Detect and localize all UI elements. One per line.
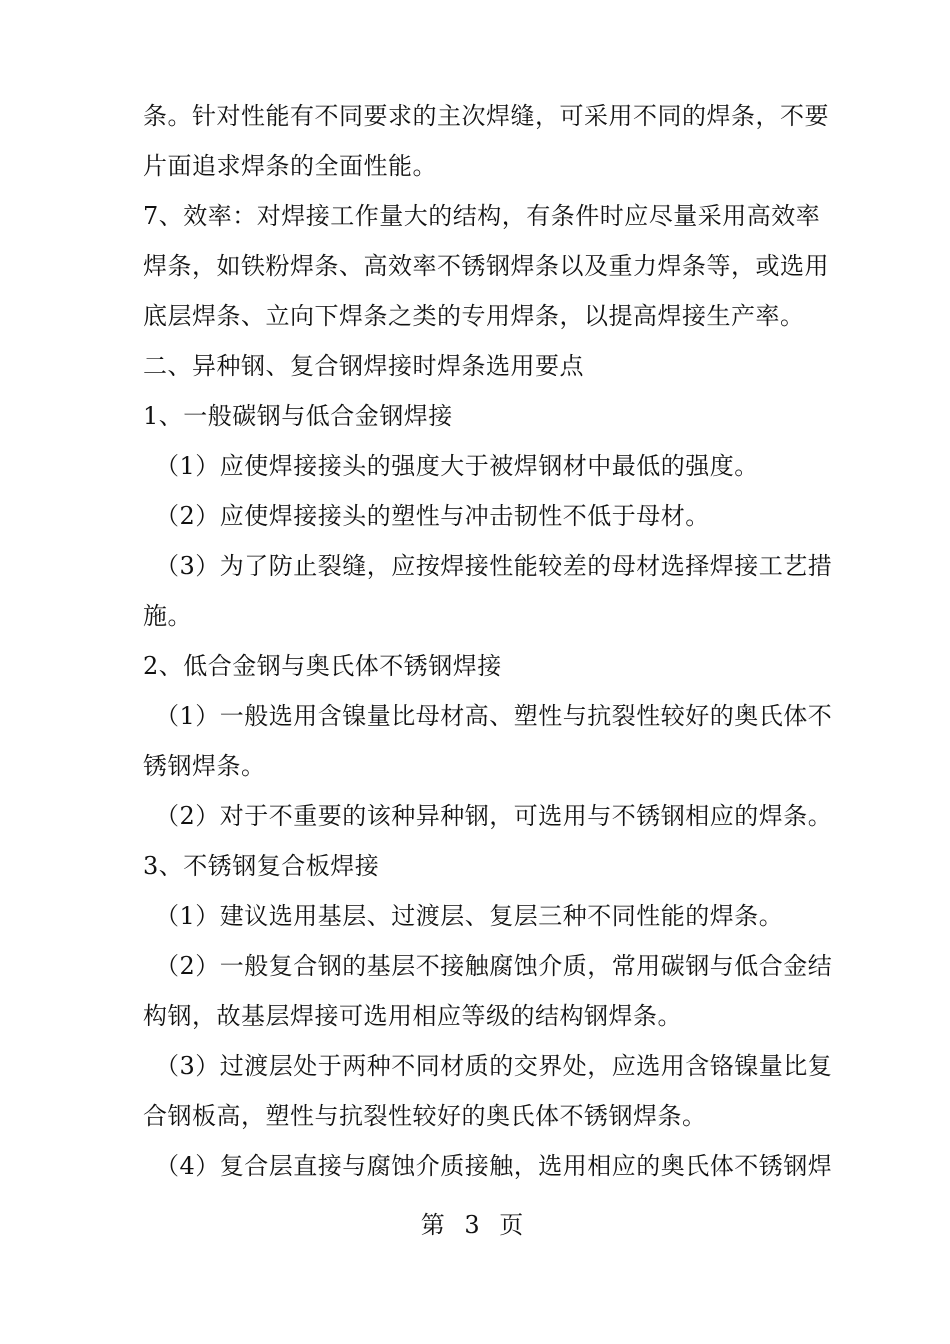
text-line: 条。针对性能有不同要求的主次焊缝，可采用不同的焊条，不要 bbox=[143, 102, 829, 130]
list-item: （2）应使焊接接头的塑性与冲击韧性不低于母材。 bbox=[155, 502, 710, 530]
list-item: （3）为了防止裂缝，应按焊接性能较差的母材选择焊接工艺措 bbox=[155, 552, 833, 580]
text-line: 构钢，故基层焊接可选用相应等级的结构钢焊条。 bbox=[143, 1002, 682, 1030]
text-line: 焊条，如铁粉焊条、高效率不锈钢焊条以及重力焊条等，或选用 bbox=[143, 252, 829, 280]
subsection-heading: 2、低合金钢与奥氏体不锈钢焊接 bbox=[143, 652, 502, 680]
text-line: 7、效率：对焊接工作量大的结构，有条件时应尽量采用高效率 bbox=[143, 202, 821, 230]
list-item: （2）一般复合钢的基层不接触腐蚀介质，常用碳钢与低合金结 bbox=[155, 952, 833, 980]
list-item: （1）建议选用基层、过渡层、复层三种不同性能的焊条。 bbox=[155, 902, 784, 930]
subsection-heading: 1、一般碳钢与低合金钢焊接 bbox=[143, 402, 453, 430]
text-line: 合钢板高，塑性与抗裂性较好的奥氏体不锈钢焊条。 bbox=[143, 1102, 707, 1130]
section-heading: 二、异种钢、复合钢焊接时焊条选用要点 bbox=[143, 352, 584, 380]
text-line: 底层焊条、立向下焊条之类的专用焊条，以提高焊接生产率。 bbox=[143, 302, 805, 330]
list-item: （2）对于不重要的该种异种钢，可选用与不锈钢相应的焊条。 bbox=[155, 802, 833, 830]
subsection-heading: 3、不锈钢复合板焊接 bbox=[143, 852, 380, 880]
list-item: （3）过渡层处于两种不同材质的交界处，应选用含铬镍量比复 bbox=[155, 1052, 833, 1080]
list-item: （4）复合层直接与腐蚀介质接触，选用相应的奥氏体不锈钢焊 bbox=[155, 1152, 833, 1180]
text-line: 片面追求焊条的全面性能。 bbox=[143, 152, 437, 180]
text-line: 施。 bbox=[143, 602, 192, 630]
text-line: 锈钢焊条。 bbox=[143, 752, 266, 780]
page-number: 第 3 页 bbox=[420, 1211, 530, 1239]
list-item: （1）应使焊接接头的强度大于被焊钢材中最低的强度。 bbox=[155, 452, 759, 480]
list-item: （1）一般选用含镍量比母材高、塑性与抗裂性较好的奥氏体不 bbox=[155, 702, 833, 730]
